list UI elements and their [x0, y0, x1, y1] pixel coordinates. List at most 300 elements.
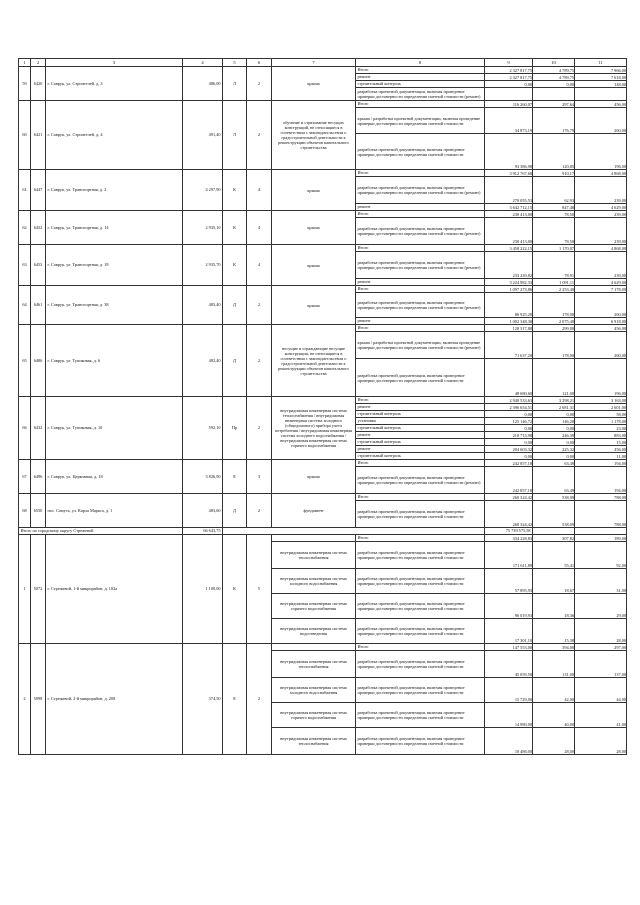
house-area: 483,40 [183, 286, 223, 325]
row-number: 64 [19, 286, 31, 325]
work-type: внутридомовая инженерная система теплоснабжения / внутридомовая инженерная система холодного (общедомового) прибора учета потребления / внутридомовая инженерная система холодного водоснабжения / внутридомовая инженерная система горячего водоснабжения [272, 397, 356, 460]
row-number: 2 [19, 644, 31, 755]
house-address: г. Стрежевой, 1-й микрорайон, д. 102а [46, 535, 183, 644]
limit-value: 3 163,00 [575, 397, 627, 404]
cost-value: 171 611,89 [485, 542, 533, 569]
unit-cost-value: 78,50 [533, 218, 575, 245]
work-type: крыша [272, 286, 356, 325]
unit-cost-value: 246,39 [533, 432, 575, 439]
work-type: крыша [272, 67, 356, 101]
limit-value: 28,00 [575, 728, 627, 755]
cost-value: 270 055,53 [485, 177, 533, 204]
cost-value: 71 637,20 [485, 332, 533, 359]
work-type: внутридомовая инженерная система горячего водоснабжения [272, 703, 356, 728]
document-page [18, 58, 626, 755]
empty-cell [575, 528, 627, 535]
house-address: г. Саврук, ул. Строителей, д. 3 [46, 67, 183, 101]
limit-value: 456,00 [575, 446, 627, 453]
limit-value: 23,00 [575, 425, 627, 432]
cost-value: 34 873,19 [485, 108, 533, 134]
house-floors: 2 [247, 325, 272, 397]
limit-value: 4 629,00 [575, 279, 627, 286]
limit-value: 29,00 [575, 594, 627, 619]
unit-cost-value: 178,00 [533, 332, 575, 359]
unit-cost-value: 78,50 [533, 211, 575, 218]
unit-cost-value: 63,49 [533, 460, 575, 467]
work-description: разработка проектной документации, включая проведение проверки достоверности определения сметной стоимости [356, 542, 485, 569]
cost-value: 93 386,98 [485, 134, 533, 170]
column-number: 3 [46, 59, 183, 67]
cost-value: 45 059,50 [485, 651, 533, 678]
cost-value: 0,00 [485, 453, 533, 460]
house-code: 6452 [31, 211, 46, 245]
unit-cost-value: 78,91 [533, 252, 575, 279]
unit-cost-value: 307,82 [533, 535, 575, 542]
unit-cost-value: 120,85 [533, 134, 575, 170]
house-class: Л [223, 101, 247, 170]
house-area: 592,10 [183, 397, 223, 460]
work-description: разработка проектной документации, включая проведение проверки достоверности определения сметной стоимости (ремонт) [356, 218, 485, 245]
house-class: Е [223, 644, 247, 755]
house-address: г. Саврук, ул. Транспортная, д. 18 [46, 245, 183, 286]
table-row [19, 644, 627, 651]
work-description: разработка проектной документации, включая проведение проверки достоверности определения сметной стоимости [356, 678, 485, 703]
cost-value: 57 895,93 [485, 569, 533, 594]
house-class: Д [223, 494, 247, 528]
limit-value: 148,00 [575, 81, 627, 88]
cost-value: 260 324,42 [485, 501, 533, 528]
unit-cost-value: 299,00 [533, 325, 575, 332]
work-type: внутридомовая инженерная система водоотведения [272, 619, 356, 644]
work-description: разработка проектной документации, включая проведение проверки достоверности определения сметной стоимости [356, 501, 485, 528]
cost-value: 3 912 767,68 [485, 170, 533, 177]
house-floors: 2 [247, 286, 272, 325]
limit-value: 456,00 [575, 101, 627, 108]
house-code: 6447 [31, 170, 46, 211]
cost-value: 86 925,20 [485, 293, 533, 318]
column-number: 1 [19, 59, 31, 67]
work-description: крыша / разработка проектной документации, включая проведение проверки достоверности определения сметной стоимости (ремонт) [356, 332, 485, 359]
house-code: 6496 [31, 460, 46, 494]
house-area: 2 935,10 [183, 211, 223, 245]
unit-cost-value: 62,93 [533, 177, 575, 204]
house-class: К [223, 170, 247, 211]
house-code: 5098 [31, 644, 46, 755]
house-code: 6453 [31, 245, 46, 286]
cost-value: 14 980,00 [485, 703, 533, 728]
cost-value: 210 715,98 [485, 432, 533, 439]
cost-value: 0,00 [485, 439, 533, 446]
house-address: г. Саврук, ул. Транспортная, д. 38 [46, 286, 183, 325]
column-number: 7 [272, 59, 356, 67]
cost-value: 120 317,80 [485, 325, 533, 332]
work-description: ремонт [356, 432, 485, 439]
house-floors: 2 [247, 67, 272, 101]
cost-value: 0,00 [485, 425, 533, 432]
house-address: г. Саврук, ул. Тупиковая, д. 10 [46, 397, 183, 460]
limit-value: 2 601,00 [575, 404, 627, 411]
limit-value: 883,00 [575, 432, 627, 439]
column-number: 2 [31, 59, 46, 67]
limit-value: 6 918,00 [575, 318, 627, 325]
unit-cost-value: 40,00 [533, 703, 575, 728]
house-area: 374,50 [183, 644, 223, 755]
table-row [19, 494, 627, 501]
cost-value: 2 940 533,63 [485, 397, 533, 404]
cost-value: 15 729,00 [485, 678, 533, 703]
unit-cost-value: 178,00 [533, 293, 575, 318]
unit-cost-value: 0,00 [533, 453, 575, 460]
work-description: разработка проектной документации, включая проведение проверки достоверности определения сметной стоимости (ремонт) [356, 177, 485, 204]
row-number: 59 [19, 67, 31, 101]
cost-value: 3 642 712,15 [485, 204, 533, 211]
work-description: разработка проектной документации, включая проведение проверки достоверности определения сметной стоимости [356, 569, 485, 594]
work-description: Итого [356, 170, 485, 177]
house-floors: 2 [247, 644, 272, 755]
row-number: 65 [19, 325, 31, 397]
cost-value: 242 857,18 [485, 467, 533, 494]
work-type: крыша [272, 460, 356, 494]
work-description: строительный контроль [356, 439, 485, 446]
work-type: крыша [272, 211, 356, 245]
work-description: разработка проектной документации, включая проведение проверки достоверности определения сметной стоимости [356, 728, 485, 755]
limit-value: 239,00 [575, 177, 627, 204]
work-type: внутридомовая инженерная система теплоснабжения [272, 542, 356, 569]
empty-cell [533, 528, 575, 535]
cost-value: 147 553,00 [485, 644, 533, 651]
house-class: К [223, 245, 247, 286]
column-numbers-row [19, 59, 627, 67]
work-description: строительный контроль [356, 453, 485, 460]
house-class: Л [223, 67, 247, 101]
cost-value: 233 239,82 [485, 252, 533, 279]
row-number: 62 [19, 211, 31, 245]
cost-value: 2 327 817,75 [485, 74, 533, 81]
house-code: 6550 [31, 494, 46, 528]
limit-value: 4 868,00 [575, 170, 627, 177]
cost-value: 1 002 348,30 [485, 318, 533, 325]
house-area: 486,00 [183, 67, 223, 101]
work-type [272, 644, 356, 651]
column-number: 10 [533, 59, 575, 67]
limit-value: 196,00 [575, 359, 627, 397]
work-description: строительный контроль [356, 411, 485, 418]
work-description: Итого [356, 211, 485, 218]
work-type: внутридомовая инженерная система горячего водоснабжения [272, 594, 356, 619]
work-description: Итого [356, 494, 485, 501]
unit-cost-value: 121,00 [533, 359, 575, 397]
table-row [19, 67, 627, 74]
unit-cost-value: 538,09 [533, 494, 575, 501]
table-row [19, 170, 627, 177]
work-type: обучение и страхование несущих конструкций, не относящиеся в соответствии с законодательством о градостроительной деятельности к реконструкции объектов капитального строительства [272, 101, 356, 170]
total-sum: 75 739 575,58 [485, 528, 533, 535]
total-row [19, 528, 627, 535]
unit-cost-value: 847,48 [533, 204, 575, 211]
unit-cost-value: 910,17 [533, 170, 575, 177]
total-label: Итого по городскому округу Стрежевой [19, 528, 183, 535]
cost-value: 2 327 817,75 [485, 67, 533, 74]
table-row [19, 286, 627, 293]
cost-value: 334 228,83 [485, 535, 533, 542]
house-floors: 3 [247, 460, 272, 494]
unit-cost-value: 18,36 [533, 594, 575, 619]
limit-value: 239,00 [575, 218, 627, 245]
unit-cost-value: 225,32 [533, 446, 575, 453]
house-address: г. Саврук, ул. Транспортная, д. 14 [46, 211, 183, 245]
table-row [19, 325, 627, 332]
limit-value: 31,00 [575, 569, 627, 594]
work-description: разработка проектной документации, включая проведение проверки достоверности определения сметной стоимости (ремонт) [356, 467, 485, 494]
house-class: Д [223, 325, 247, 397]
work-description: разработка проектной документации, включая проведение проверки достоверности определения сметной стоимости [356, 651, 485, 678]
house-area: 482,40 [183, 325, 223, 397]
limit-value: 15,00 [575, 439, 627, 446]
limit-value: 92,00 [575, 542, 627, 569]
limit-value: 456,00 [575, 325, 627, 332]
house-area: 3 826,90 [183, 460, 223, 494]
cost-value: 242 857,18 [485, 460, 533, 467]
cost-value: 0,00 [485, 411, 533, 418]
house-class: К [223, 211, 247, 245]
cost-value [485, 88, 533, 101]
unit-cost-value: 55,41 [533, 542, 575, 569]
house-area: 2 935,70 [183, 245, 223, 286]
table-row [19, 245, 627, 252]
house-floors: 4 [247, 211, 272, 245]
limit-value: 260,00 [575, 332, 627, 359]
cost-value: 10 486,00 [485, 728, 533, 755]
limit-value: 41,00 [575, 703, 627, 728]
house-class: Д [223, 286, 247, 325]
limit-value: 196,00 [575, 134, 627, 170]
work-type: несущие и ограждающие несущие конструкции, не относящиеся в соответствии с законодательством о градостроительной деятельности к реконструкции объектов капитального строительства [272, 325, 356, 397]
limit-value: 58,00 [575, 411, 627, 418]
work-description: разработка проектной документации, включая проведение проверки достоверности определения сметной стоимости [356, 619, 485, 644]
cost-value: 48 680,60 [485, 359, 533, 397]
house-code: 6486 [31, 325, 46, 397]
house-address: г. Саврук, ул. Транспортная, д. 2 [46, 170, 183, 211]
unit-cost-value: 394,00 [533, 644, 575, 651]
work-type: внутридомовая инженерная система холодного водоснабжения [272, 569, 356, 594]
limit-value [575, 88, 627, 101]
table-row [19, 211, 627, 218]
table-row [19, 101, 627, 108]
limit-value: 44,00 [575, 678, 627, 703]
unit-cost-value: 0,00 [533, 411, 575, 418]
work-description: разработка проектной документации, включая проведение проверки достоверности определения сметной стоимости [356, 703, 485, 728]
repair-program-table [18, 58, 627, 755]
cost-value: 96 019,93 [485, 594, 533, 619]
limit-value: 137,00 [575, 651, 627, 678]
cost-value: 3 224 982,33 [485, 279, 533, 286]
unit-cost-value: 297,64 [533, 101, 575, 108]
house-code: 6421 [31, 101, 46, 170]
work-type: фундамент [272, 494, 356, 528]
work-description: строительный контроль [356, 425, 485, 432]
work-description: разработка проектной документации, включая проведение проверки достоверности определения сметной стоимости [356, 359, 485, 397]
work-description: Итого [356, 286, 485, 293]
work-description: Итого [356, 101, 485, 108]
house-floors: 2 [247, 494, 272, 528]
row-number: 67 [19, 460, 31, 494]
limit-value: 239,00 [575, 252, 627, 279]
work-description: ремонт [356, 404, 485, 411]
cost-value: 3 458 222,15 [485, 245, 533, 252]
unit-cost-value: 42,00 [533, 678, 575, 703]
house-code: 6461 [31, 286, 46, 325]
limit-value: 239,00 [575, 211, 627, 218]
unit-cost-value: 2 253,40 [533, 286, 575, 293]
column-number: 5 [223, 59, 247, 67]
unit-cost-value: 4 789,75 [533, 74, 575, 81]
limit-value: 788,00 [575, 494, 627, 501]
house-floors: 5 [247, 535, 272, 644]
unit-cost-value [533, 88, 575, 101]
limit-value: 260,00 [575, 293, 627, 318]
house-area: 483,60 [183, 494, 223, 528]
house-class: Пр [223, 397, 247, 460]
work-description: строительный контроль [356, 81, 485, 88]
unit-cost-value: 0,00 [533, 425, 575, 432]
limit-value: 7 966,00 [575, 67, 627, 74]
work-description: ремонт [356, 446, 485, 453]
house-area: 491,40 [183, 101, 223, 170]
house-address: г. Саврук, ул. Строителей, д. 4 [46, 101, 183, 170]
house-address: г. Саврук, ул. Церковная, д. 18 [46, 460, 183, 494]
work-description: Итого [356, 397, 485, 404]
house-floors: 2 [247, 397, 272, 460]
house-address: г. Стрежевой, 2-й микрорайон, д. 208 [46, 644, 183, 755]
work-type: внутридомовая инженерная система теплоснабжения [272, 728, 356, 755]
unit-cost-value: 63,49 [533, 467, 575, 494]
column-number: 6 [247, 59, 272, 67]
cost-value: 204 603,32 [485, 446, 533, 453]
house-code: 6432 [31, 397, 46, 460]
limit-value: 297,00 [575, 644, 627, 651]
work-description: ремонт [356, 74, 485, 81]
work-description: Итого [356, 460, 485, 467]
cost-value: 230 413,00 [485, 218, 533, 245]
work-description: Итого [356, 644, 485, 651]
house-code: 6420 [31, 67, 46, 101]
unit-cost-value: 15,38 [533, 619, 575, 644]
house-area: 4 297,90 [183, 170, 223, 211]
table-row [19, 397, 627, 404]
house-floors: 4 [247, 245, 272, 286]
limit-value: 189,00 [575, 535, 627, 542]
house-class: Е [223, 460, 247, 494]
unit-cost-value: 2 075,40 [533, 318, 575, 325]
work-description: ремонт [356, 318, 485, 325]
unit-cost-value: 28,00 [533, 728, 575, 755]
work-description: Итого [356, 325, 485, 332]
work-type: внутридомовая инженерная система холодного водоснабжения [272, 678, 356, 703]
work-description: Итого [356, 535, 485, 542]
limit-value: 260,00 [575, 108, 627, 134]
work-description: разработка проектной документации, включая проведение проверки достоверности определения сметной стоимости (ремонт) [356, 88, 485, 101]
work-description: крыша / разработка проектной документации, включая проведение проверки достоверности определения сметной стоимости [356, 108, 485, 134]
cost-value: 230 413,00 [485, 211, 533, 218]
row-number: 60 [19, 101, 31, 170]
row-number: 68 [19, 494, 31, 528]
unit-cost-value: 538,09 [533, 501, 575, 528]
table-row [19, 460, 627, 467]
cost-value: 1 097 273,86 [485, 286, 533, 293]
cost-value: 260 324,42 [485, 494, 533, 501]
work-description: разработка проектной документации, включая проведение проверки достоверности определения сметной стоимости [356, 594, 485, 619]
limit-value: 7 618,00 [575, 74, 627, 81]
row-number: 1 [19, 535, 31, 644]
work-description: ремонт [356, 204, 485, 211]
unit-cost-value: 1 091,11 [533, 279, 575, 286]
limit-value: 28,00 [575, 619, 627, 644]
work-description: установка [356, 418, 485, 425]
work-description: Итого [356, 67, 485, 74]
cost-value: 116 260,07 [485, 101, 533, 108]
column-number: 8 [356, 59, 485, 67]
limit-value: 788,00 [575, 501, 627, 528]
limit-value: 1 178,00 [575, 418, 627, 425]
unit-cost-value: 4 789,75 [533, 67, 575, 74]
work-description: разработка проектной документации, включая проведение проверки достоверности определения сметной стоимости (ремонт) [356, 293, 485, 318]
row-number: 61 [19, 170, 31, 211]
unit-cost-value: 0,00 [533, 81, 575, 88]
work-type: крыша [272, 170, 356, 211]
column-number: 4 [183, 59, 223, 67]
work-type: крыша [272, 245, 356, 286]
column-number: 9 [485, 59, 533, 67]
work-type [272, 535, 356, 542]
unit-cost-value: 176,79 [533, 108, 575, 134]
house-code: 5072 [31, 535, 46, 644]
table-row [19, 535, 627, 542]
work-type: внутридомовая инженерная система теплоснабжения [272, 651, 356, 678]
unit-cost-value: 3 298,21 [533, 397, 575, 404]
limit-value: 194,00 [575, 460, 627, 467]
row-number: 63 [19, 245, 31, 286]
work-description: ремонт [356, 279, 485, 286]
house-address: г. Саврук, ул. Тупиковая, д. 6 [46, 325, 183, 397]
column-number: 11 [575, 59, 627, 67]
house-address: пос. Самусь, ул. Карла Маркса, д. 1 [46, 494, 183, 528]
cost-value: 17 301,10 [485, 619, 533, 644]
house-floors: 4 [247, 170, 272, 211]
house-class: К [223, 535, 247, 644]
limit-value: 11,00 [575, 453, 627, 460]
total-area: 66 643,75 [183, 528, 223, 535]
unit-cost-value: 131,00 [533, 651, 575, 678]
limit-value: 4 629,00 [575, 204, 627, 211]
unit-cost-value: 146,28 [533, 418, 575, 425]
house-floors: 2 [247, 101, 272, 170]
cost-value: 2 396 654,51 [485, 404, 533, 411]
row-number: 66 [19, 397, 31, 460]
unit-cost-value: 0,00 [533, 439, 575, 446]
work-description: разработка проектной документации, включая проведение проверки достоверности определения сметной стоимости [356, 134, 485, 170]
house-area: 1 100,00 [183, 535, 223, 644]
cost-value: 125 146,72 [485, 418, 533, 425]
work-description: разработка проектной документации, включая проведение проверки достоверности определения сметной стоимости (ремонт) [356, 252, 485, 279]
unit-cost-value: 1 170,07 [533, 245, 575, 252]
unit-cost-value: 18,67 [533, 569, 575, 594]
limit-value: 4 868,00 [575, 245, 627, 252]
empty-cell [223, 528, 485, 535]
limit-value: 7 178,00 [575, 286, 627, 293]
cost-value: 0,00 [485, 81, 533, 88]
work-description: Итого [356, 245, 485, 252]
limit-value: 194,00 [575, 467, 627, 494]
